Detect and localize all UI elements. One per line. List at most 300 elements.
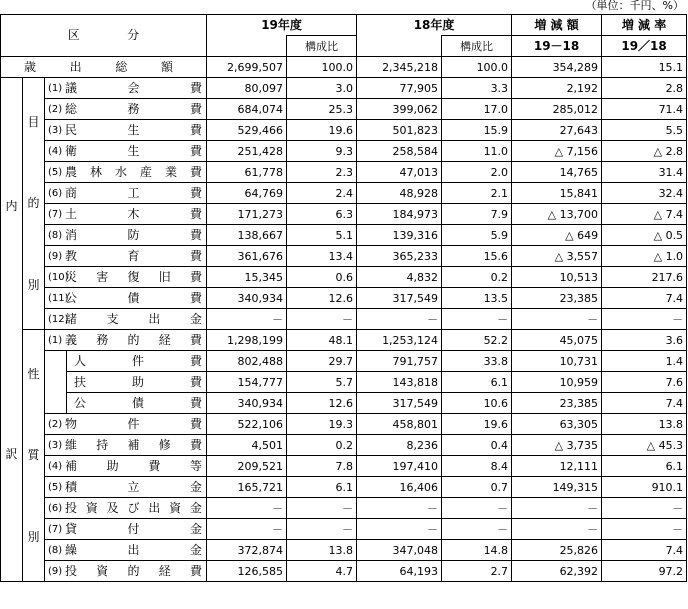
cell-diff: 10,731 bbox=[512, 351, 602, 372]
cell-r19: 19.3 bbox=[287, 414, 357, 435]
cell-r19: － bbox=[287, 498, 357, 519]
cell-diff: 23,385 bbox=[512, 393, 602, 414]
header-row-1 bbox=[1, 15, 687, 36]
purpose-label-char: 的 bbox=[27, 196, 40, 211]
table-row bbox=[1, 204, 687, 225]
cell-rate: － bbox=[602, 519, 687, 540]
row-label-char: 費 bbox=[190, 227, 203, 242]
table-row bbox=[1, 519, 687, 540]
cell-diff: 63,305 bbox=[512, 414, 602, 435]
row-number: (6) bbox=[48, 187, 63, 199]
table-row bbox=[1, 120, 687, 141]
row-label bbox=[45, 414, 207, 435]
cell-r18: 0.7 bbox=[442, 477, 512, 498]
row-label-char: 資 bbox=[85, 500, 98, 515]
cell-r19: 5.1 bbox=[287, 225, 357, 246]
row-label-char: 費 bbox=[190, 80, 203, 95]
cell-v19: 361,676 bbox=[207, 246, 287, 267]
cell-v19: 138,667 bbox=[207, 225, 287, 246]
cell-v19: 165,721 bbox=[207, 477, 287, 498]
row-label bbox=[67, 393, 207, 414]
cell-rate: 1.4 bbox=[602, 351, 687, 372]
row-number: (1) bbox=[48, 82, 63, 94]
row-label-char: 費 bbox=[190, 248, 203, 263]
purpose-label bbox=[23, 78, 45, 330]
row-label-char: 民 bbox=[65, 122, 78, 137]
row-number: (8) bbox=[48, 544, 63, 556]
row-label bbox=[45, 288, 207, 309]
cell-r19: 12.6 bbox=[287, 288, 357, 309]
row-label-char: 諸 bbox=[65, 311, 78, 326]
cell-v18: 501,823 bbox=[357, 120, 442, 141]
cell-v18: － bbox=[357, 519, 442, 540]
cell-r18: 13.5 bbox=[442, 288, 512, 309]
header-category: 区 分 bbox=[1, 15, 207, 57]
cell-v18: 365,233 bbox=[357, 246, 442, 267]
row-label-char: 出 bbox=[127, 542, 140, 557]
row-label-char: 業 bbox=[165, 164, 178, 179]
row-label-char: 及 bbox=[106, 500, 119, 515]
row-label bbox=[45, 267, 207, 288]
nature-label bbox=[23, 330, 45, 582]
cell-r18: 33.8 bbox=[442, 351, 512, 372]
cell-r19: 6.1 bbox=[287, 477, 357, 498]
cell-diff: 62,392 bbox=[512, 561, 602, 582]
nature-label-char: 質 bbox=[27, 448, 40, 463]
header-fy18: 18年度 bbox=[357, 15, 512, 36]
row-label-char: 旧 bbox=[158, 269, 171, 284]
row-label-char: 助 bbox=[132, 374, 145, 389]
row-label bbox=[45, 204, 207, 225]
row-label-char: 議 bbox=[65, 80, 78, 95]
cell-diff: 14,765 bbox=[512, 162, 602, 183]
cell-diff: 10,513 bbox=[512, 267, 602, 288]
cell-v18: 1,253,124 bbox=[357, 330, 442, 351]
row-label-char: 費 bbox=[190, 416, 203, 431]
row-label-char: 費 bbox=[190, 374, 203, 389]
row-label-char: 扶 bbox=[74, 374, 87, 389]
row-label-char: 経 bbox=[158, 332, 171, 347]
table-row bbox=[1, 267, 687, 288]
cell-diff: 2,192 bbox=[512, 78, 602, 99]
table-row bbox=[1, 141, 687, 162]
row-label-char: 衛 bbox=[65, 143, 78, 158]
cell-r18: 52.2 bbox=[442, 330, 512, 351]
cell-rate: 5.5 bbox=[602, 120, 687, 141]
cell-rate: 31.4 bbox=[602, 162, 687, 183]
cell-r19: 2.4 bbox=[287, 183, 357, 204]
cell-rate: △ 45.3 bbox=[602, 435, 687, 456]
row-label-char: 土 bbox=[65, 206, 78, 221]
cell-v19: 340,934 bbox=[207, 393, 287, 414]
nature-label-char: 別 bbox=[27, 529, 40, 544]
row-label-char: 生 bbox=[127, 122, 140, 137]
cell-rate: 910.1 bbox=[602, 477, 687, 498]
cell-rate: 2.8 bbox=[602, 78, 687, 99]
row-label-char: 公 bbox=[74, 395, 87, 410]
cell-diff: 15,841 bbox=[512, 183, 602, 204]
cell-v18: 458,801 bbox=[357, 414, 442, 435]
row-label-char: 生 bbox=[127, 143, 140, 158]
row-label-char: 持 bbox=[96, 437, 109, 452]
row-label-char: 農 bbox=[65, 164, 78, 179]
row-label-char: 公 bbox=[65, 290, 78, 305]
cell-r19: 25.3 bbox=[287, 99, 357, 120]
row-label-char: 債 bbox=[127, 290, 140, 305]
cell-r18: 3.3 bbox=[442, 78, 512, 99]
cell-v18: － bbox=[357, 309, 442, 330]
cell-v18: 77,905 bbox=[357, 78, 442, 99]
row-label-char: 出 bbox=[148, 311, 161, 326]
row-label-char: 義 bbox=[65, 332, 78, 347]
row-label-char: 等 bbox=[190, 458, 203, 473]
total-diff: 354,289 bbox=[512, 57, 602, 78]
row-label-char: 務 bbox=[96, 332, 109, 347]
cell-v18: 347,048 bbox=[357, 540, 442, 561]
row-label-char: 金 bbox=[190, 542, 203, 557]
header-fy19: 19年度 bbox=[207, 15, 357, 36]
cell-r18: 15.6 bbox=[442, 246, 512, 267]
row-label-char: 件 bbox=[132, 353, 145, 368]
cell-rate: － bbox=[602, 498, 687, 519]
cell-v19: 802,488 bbox=[207, 351, 287, 372]
row-label-char: 付 bbox=[127, 521, 140, 536]
cell-v19: 684,074 bbox=[207, 99, 287, 120]
purpose-label-char: 別 bbox=[27, 277, 40, 292]
cell-diff: △ 649 bbox=[512, 225, 602, 246]
row-label-char: 育 bbox=[127, 248, 140, 263]
table-row bbox=[1, 540, 687, 561]
row-label-char: 費 bbox=[190, 437, 203, 452]
row-label bbox=[45, 498, 207, 519]
row-label-char: 投 bbox=[65, 563, 78, 578]
cell-r19: 13.8 bbox=[287, 540, 357, 561]
cell-rate: 7.4 bbox=[602, 393, 687, 414]
cell-diff: 12,111 bbox=[512, 456, 602, 477]
table-row bbox=[1, 309, 687, 330]
row-label-char: 教 bbox=[65, 248, 78, 263]
cell-rate: △ 0.5 bbox=[602, 225, 687, 246]
row-label bbox=[45, 477, 207, 498]
cell-rate: 217.6 bbox=[602, 267, 687, 288]
cell-r18: 2.0 bbox=[442, 162, 512, 183]
cell-v18: － bbox=[357, 498, 442, 519]
row-label-char: 費 bbox=[190, 332, 203, 347]
row-label-char: 支 bbox=[106, 311, 119, 326]
row-label-char: 貸 bbox=[65, 521, 78, 536]
row-label-char: 費 bbox=[190, 269, 203, 284]
cell-rate: △ 7.4 bbox=[602, 204, 687, 225]
cell-r18: 19.6 bbox=[442, 414, 512, 435]
cell-rate: 13.8 bbox=[602, 414, 687, 435]
row-label-char: 消 bbox=[65, 227, 78, 242]
cell-r18: － bbox=[442, 309, 512, 330]
row-label-char: 費 bbox=[190, 122, 203, 137]
cell-v19: 154,777 bbox=[207, 372, 287, 393]
table-row bbox=[1, 183, 687, 204]
cell-r18: 10.6 bbox=[442, 393, 512, 414]
cell-r18: 5.9 bbox=[442, 225, 512, 246]
uchiwake-label-char: 訳 bbox=[5, 446, 18, 461]
total-r19: 100.0 bbox=[287, 57, 357, 78]
row-number: (4) bbox=[48, 460, 63, 472]
cell-v19: 209,521 bbox=[207, 456, 287, 477]
nature-label-char: 性 bbox=[27, 367, 40, 382]
table-row bbox=[1, 477, 687, 498]
row-number: (1) bbox=[48, 334, 63, 346]
row-label-char: 費 bbox=[190, 395, 203, 410]
row-number: (6) bbox=[48, 502, 63, 514]
row-label bbox=[45, 78, 207, 99]
cell-r19: 6.3 bbox=[287, 204, 357, 225]
row-label bbox=[45, 225, 207, 246]
row-label bbox=[45, 246, 207, 267]
table-row bbox=[1, 78, 687, 99]
cell-v19: 522,106 bbox=[207, 414, 287, 435]
cell-r18: － bbox=[442, 519, 512, 540]
cell-r19: 0.6 bbox=[287, 267, 357, 288]
total-r18: 100.0 bbox=[442, 57, 512, 78]
cell-v19: 171,273 bbox=[207, 204, 287, 225]
cell-r18: 6.1 bbox=[442, 372, 512, 393]
cell-r18: 2.7 bbox=[442, 561, 512, 582]
cell-v18: 317,549 bbox=[357, 393, 442, 414]
row-label bbox=[67, 372, 207, 393]
cell-v18: 47,013 bbox=[357, 162, 442, 183]
cell-r19: 19.6 bbox=[287, 120, 357, 141]
total-v19: 2,699,507 bbox=[207, 57, 287, 78]
row-label-char: 債 bbox=[132, 395, 145, 410]
row-label bbox=[67, 351, 207, 372]
cell-rate: 97.2 bbox=[602, 561, 687, 582]
row-label-char: 人 bbox=[74, 353, 87, 368]
table-row bbox=[1, 351, 687, 372]
row-label-char: 災 bbox=[65, 269, 78, 284]
cell-v19: 340,934 bbox=[207, 288, 287, 309]
cell-diff: 45,075 bbox=[512, 330, 602, 351]
cell-r19: 9.3 bbox=[287, 141, 357, 162]
cell-diff: － bbox=[512, 498, 602, 519]
row-label-char: 投 bbox=[65, 500, 78, 515]
table-row bbox=[1, 225, 687, 246]
expenditure-table bbox=[0, 14, 687, 582]
row-label-char: 費 bbox=[190, 353, 203, 368]
row-label-char: 助 bbox=[106, 458, 119, 473]
purpose-label-char: 目 bbox=[27, 115, 40, 130]
table-row bbox=[1, 414, 687, 435]
cell-diff: － bbox=[512, 309, 602, 330]
cell-rate: 6.1 bbox=[602, 456, 687, 477]
row-number: (7) bbox=[48, 208, 63, 220]
cell-v18: 8,236 bbox=[357, 435, 442, 456]
table-row bbox=[1, 330, 687, 351]
row-label-char: 費 bbox=[190, 290, 203, 305]
cell-v18: 64,193 bbox=[357, 561, 442, 582]
cell-r19: 12.6 bbox=[287, 393, 357, 414]
row-number: (5) bbox=[48, 481, 63, 493]
cell-r18: 2.1 bbox=[442, 183, 512, 204]
cell-v19: 529,466 bbox=[207, 120, 287, 141]
total-row bbox=[1, 57, 687, 78]
row-label-char: 林 bbox=[90, 164, 103, 179]
table-row bbox=[1, 246, 687, 267]
row-label-char: 金 bbox=[190, 311, 203, 326]
row-number: (8) bbox=[48, 229, 63, 241]
cell-v19: 372,874 bbox=[207, 540, 287, 561]
row-label-char: 会 bbox=[127, 80, 140, 95]
unit-note: （単位：千円、%） bbox=[585, 0, 684, 12]
table-row bbox=[1, 435, 687, 456]
cell-v19: － bbox=[207, 309, 287, 330]
cell-diff: 285,012 bbox=[512, 99, 602, 120]
total-rate: 15.1 bbox=[602, 57, 687, 78]
cell-r19: 2.3 bbox=[287, 162, 357, 183]
cell-v18: 143,818 bbox=[357, 372, 442, 393]
cell-v18: 197,410 bbox=[357, 456, 442, 477]
row-label-char: 復 bbox=[127, 269, 140, 284]
row-label-char: 金 bbox=[189, 500, 202, 515]
header-rate: 増 減 率 bbox=[602, 15, 687, 36]
row-label-char: 務 bbox=[127, 101, 140, 116]
cell-v19: 80,097 bbox=[207, 78, 287, 99]
cell-diff: △ 3,557 bbox=[512, 246, 602, 267]
cell-r19: 48.1 bbox=[287, 330, 357, 351]
cell-r19: 5.7 bbox=[287, 372, 357, 393]
row-label-char: 工 bbox=[127, 185, 140, 200]
row-number: (12) bbox=[48, 313, 69, 325]
cell-r18: 17.0 bbox=[442, 99, 512, 120]
row-label-char: 補 bbox=[127, 437, 140, 452]
cell-rate: 7.4 bbox=[602, 540, 687, 561]
cell-r18: 7.9 bbox=[442, 204, 512, 225]
cell-v19: 61,778 bbox=[207, 162, 287, 183]
row-label-char: 資 bbox=[169, 500, 182, 515]
row-number: (11) bbox=[48, 292, 69, 304]
table-row bbox=[1, 393, 687, 414]
cell-v19: 64,769 bbox=[207, 183, 287, 204]
cell-v19: 251,428 bbox=[207, 141, 287, 162]
cell-rate: 71.4 bbox=[602, 99, 687, 120]
header-diff: 増 減 額 bbox=[512, 15, 602, 36]
cell-v19: － bbox=[207, 519, 287, 540]
table-row bbox=[1, 162, 687, 183]
cell-v18: 258,584 bbox=[357, 141, 442, 162]
row-label bbox=[45, 162, 207, 183]
row-label bbox=[45, 519, 207, 540]
row-number: (9) bbox=[48, 250, 63, 262]
total-v18: 2,345,218 bbox=[357, 57, 442, 78]
cell-diff: △ 7,156 bbox=[512, 141, 602, 162]
cell-r19: 7.8 bbox=[287, 456, 357, 477]
table-row bbox=[1, 288, 687, 309]
row-label-char: 物 bbox=[65, 416, 78, 431]
row-label-char: 防 bbox=[127, 227, 140, 242]
header-ratio-19: 構成比 bbox=[287, 36, 357, 57]
cell-r19: 3.0 bbox=[287, 78, 357, 99]
table-row bbox=[1, 99, 687, 120]
header-rate-sub: 19／18 bbox=[602, 36, 687, 57]
cell-r18: 15.9 bbox=[442, 120, 512, 141]
row-label-char: 費 bbox=[190, 143, 203, 158]
row-label bbox=[45, 456, 207, 477]
cell-r18: 11.0 bbox=[442, 141, 512, 162]
cell-diff: 25,826 bbox=[512, 540, 602, 561]
cell-v18: 184,973 bbox=[357, 204, 442, 225]
row-label-char: 水 bbox=[115, 164, 128, 179]
cell-r19: － bbox=[287, 309, 357, 330]
cell-v18: 16,406 bbox=[357, 477, 442, 498]
row-label-char: 的 bbox=[127, 563, 140, 578]
row-label-char: 費 bbox=[190, 206, 203, 221]
cell-r18: 14.8 bbox=[442, 540, 512, 561]
row-label-char: 費 bbox=[190, 563, 203, 578]
row-label-char: 費 bbox=[190, 185, 203, 200]
cell-v18: 48,928 bbox=[357, 183, 442, 204]
row-label-char: 修 bbox=[158, 437, 171, 452]
cell-r19: 0.2 bbox=[287, 435, 357, 456]
row-label-char: 金 bbox=[190, 521, 203, 536]
cell-r19: 4.7 bbox=[287, 561, 357, 582]
row-label-char: 産 bbox=[140, 164, 153, 179]
row-label-char: 維 bbox=[65, 437, 78, 452]
cell-v19: 15,345 bbox=[207, 267, 287, 288]
header-diff-sub: 19－18 bbox=[512, 36, 602, 57]
cell-r19: 29.7 bbox=[287, 351, 357, 372]
table-row bbox=[1, 561, 687, 582]
cell-v18: 317,549 bbox=[357, 288, 442, 309]
row-label-char: 費 bbox=[190, 101, 203, 116]
cell-r18: 0.2 bbox=[442, 267, 512, 288]
row-label bbox=[45, 561, 207, 582]
cell-diff: 27,643 bbox=[512, 120, 602, 141]
cell-diff: △ 13,700 bbox=[512, 204, 602, 225]
cell-rate: 32.4 bbox=[602, 183, 687, 204]
row-label bbox=[45, 120, 207, 141]
cell-r18: 0.4 bbox=[442, 435, 512, 456]
cell-v18: 791,757 bbox=[357, 351, 442, 372]
cell-rate: △ 2.8 bbox=[602, 141, 687, 162]
row-number: (3) bbox=[48, 439, 63, 451]
cell-diff: 23,385 bbox=[512, 288, 602, 309]
row-number: (2) bbox=[48, 103, 63, 115]
cell-rate: △ 1.0 bbox=[602, 246, 687, 267]
row-number: (9) bbox=[48, 565, 63, 577]
row-label-char: 積 bbox=[65, 479, 78, 494]
row-label bbox=[45, 540, 207, 561]
cell-r18: － bbox=[442, 498, 512, 519]
row-label bbox=[45, 309, 207, 330]
row-label-char: 総 bbox=[65, 101, 78, 116]
row-label-char: 木 bbox=[127, 206, 140, 221]
cell-diff: － bbox=[512, 519, 602, 540]
total-label: 歳 出 総 額 bbox=[1, 57, 207, 78]
row-label-char: 金 bbox=[190, 479, 203, 494]
cell-diff: 10,959 bbox=[512, 372, 602, 393]
cell-r19: － bbox=[287, 519, 357, 540]
row-label-char: 的 bbox=[127, 332, 140, 347]
cell-diff: 149,315 bbox=[512, 477, 602, 498]
row-label-char: 費 bbox=[190, 164, 203, 179]
row-label bbox=[45, 330, 207, 351]
row-label-char: 立 bbox=[127, 479, 140, 494]
row-label bbox=[45, 141, 207, 162]
row-label bbox=[45, 435, 207, 456]
row-label-char: び bbox=[127, 500, 140, 515]
cell-rate: － bbox=[602, 309, 687, 330]
table-row bbox=[1, 372, 687, 393]
row-label-char: 費 bbox=[148, 458, 161, 473]
cell-v18: 4,832 bbox=[357, 267, 442, 288]
